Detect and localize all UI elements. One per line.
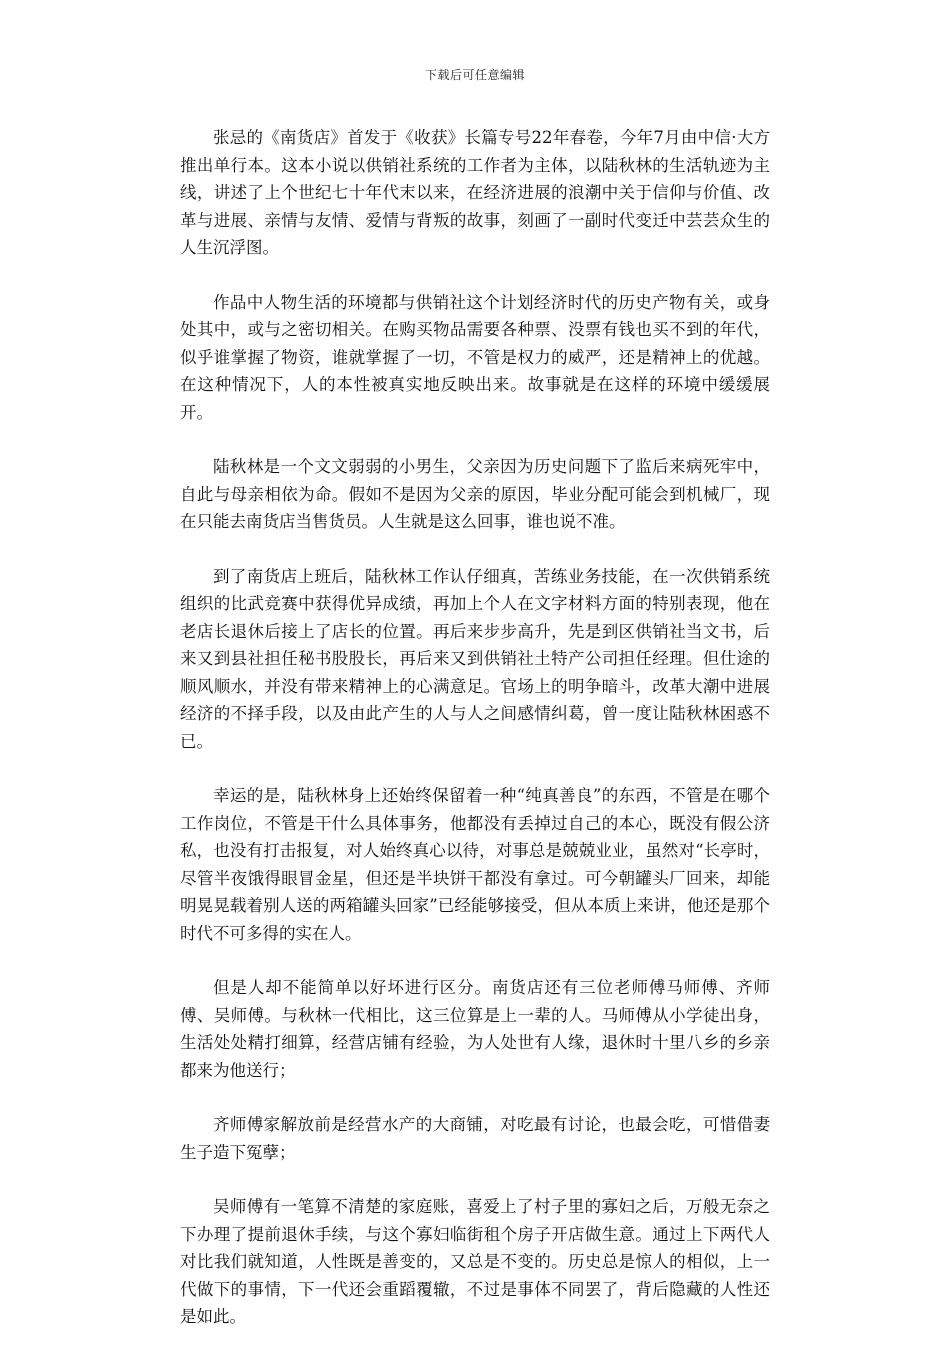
paragraph-1: 张忌的《南货店》首发于《收获》长篇专号22年春卷，今年7月由中信·大方推出单行本。这本小说以供销社系统的工作者为主体，以陆秋林的生活轨迹为主线，讲述了上个世纪七十年代末以来，在经济进展的浪潮中关于信仰与价值、改革与进展、亲情与友情、爱情与背叛的故事，刻画了一副时代变迁中芸芸众生的人生沉浮图。	[180, 128, 770, 257]
article-body	[180, 124, 770, 1358]
page-header-note: 下载后可任意编辑	[424, 68, 525, 82]
paragraph-3: 陆秋林是一个文文弱弱的小男生，父亲因为历史问题下了监后来病死牢中，自此与母亲相依为命。假如不是因为父亲的原因，毕业分配可能会到机械厂，现在只能去南货店当售货员。人生就是这么回事，谁也说不准。	[180, 457, 770, 531]
paragraph-5: 幸运的是，陆秋林身上还始终保留着一种“纯真善良”的东西，不管是在哪个工作岗位，不管是干什么具体事务，他都没有丢掉过自己的本心，既没有假公济私，也没有打击报复，对人始终真心以待，对事总是兢兢业业，虽然对“长亭时，尽管半夜饿得眼冒金星，但还是半块饼干都没有拿过。可今朝罐头厂回来，却能明晃晃载着别人送的两箱罐头回家”已经能够接受，但从本质上来讲，他还是那个时代不可多得的实在人。	[180, 786, 770, 943]
paragraph-2: 作品中人物生活的环境都与供销社这个计划经济时代的历史产物有关，或身处其中，或与之密切相关。在购买物品需要各种票、没票有钱也买不到的年代，似乎谁掌握了物资，谁就掌握了一切，不管是权力的威严，还是精神上的优越。在这种情况下，人的本性被真实地反映出来。故事就是在这样的环境中缓缓展开。	[180, 292, 770, 422]
paragraph-8: 吴师傅有一笔算不清楚的家庭账，喜爱上了村子里的寡妇之后，万般无奈之下办理了提前退休手续，与这个寡妇临街租个房子开店做生意。通过上下两代人对比我们就知道，人性既是善变的，又总是不变的。历史总是惊人的相似，上一代做下的事情，下一代还会重蹈覆辙，不过是事体不同罢了，背后隐藏的人性还是如此。	[180, 1197, 770, 1326]
paragraph-4: 到了南货店上班后，陆秋林工作认仔细真，苦练业务技能，在一次供销系统组织的比武竞赛中获得优异成绩，再加上个人在文字材料方面的特别表现，他在老店长退休后接上了店长的位置。再后来步步高升，先是到区供销社当文书，后来又到县社担任秘书股股长，再后来又到供销社土特产公司担任经理。但仕途的顺风顺水，并没有带来精神上的心满意足。官场上的明争暗斗，改革大潮中进展经济的不择手段，以及由此产生的人与人之间感情纠葛，曾一度让陆秋林困惑不已。	[180, 566, 770, 751]
paragraph-7: 齐师傅家解放前是经营水产的大商铺，对吃最有讨论，也最会吃，可惜借妻生子造下冤孽；	[180, 1115, 770, 1162]
paragraph-6: 但是人却不能简单以好坏进行区分。南货店还有三位老师傅马师傅、齐师傅、吴师傅。与秋林一代相比，这三位算是上一辈的人。马师傅从小学徒出身，生活处处精打细算，经营店铺有经验，为人处世有人缘，退休时十里八乡的乡亲都来为他送行；	[180, 978, 770, 1080]
